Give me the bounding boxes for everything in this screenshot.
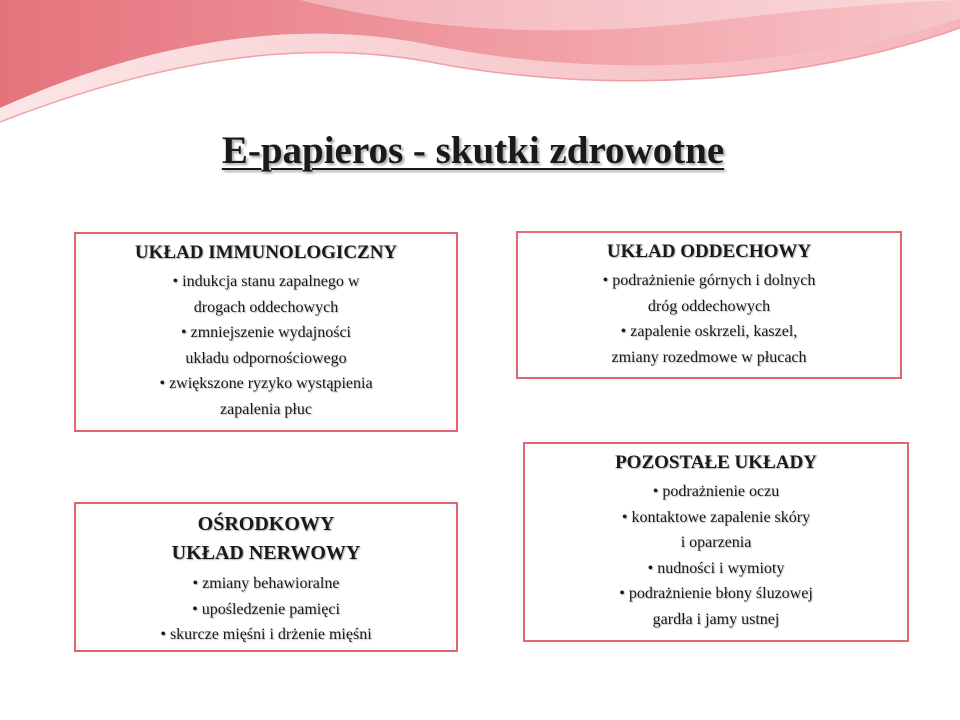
box-heading	[76, 240, 456, 266]
slide-title: E-papieros - skutki zdrowotne	[221, 129, 725, 172]
bullet-item-line: gardła i jamy ustnej	[652, 610, 780, 628]
bullet-item	[76, 371, 456, 422]
bullet-item	[525, 505, 907, 556]
box-other-systems	[523, 442, 909, 642]
bullet-list	[525, 479, 907, 632]
bullet-item	[76, 597, 456, 623]
box-heading	[525, 450, 907, 476]
box-heading-line: UKŁAD IMMUNOLOGICZNY	[134, 242, 398, 263]
bullet-item-line: zapalenia płuc	[220, 400, 312, 418]
bullet-item	[76, 269, 456, 320]
bullet-item-line: i oparzenia	[680, 534, 752, 551]
bullet-item	[525, 556, 907, 582]
box-immune-system	[74, 232, 458, 432]
box-nervous-system	[74, 502, 458, 652]
box-heading-line: OŚRODKOWY	[197, 513, 335, 535]
bullet-item	[76, 320, 456, 371]
bullet-item-line: • zmiany behawioralne	[76, 571, 456, 597]
bullet-item-line: • podrażnienie oczu	[525, 479, 907, 505]
bullet-item-line: • zwiększone ryzyko wystąpienia	[76, 371, 456, 397]
box-heading	[518, 239, 900, 265]
box-heading-line: UKŁAD ODDECHOWY	[606, 241, 812, 262]
bullet-item-line: zmiany rozedmowe w płucach	[611, 348, 807, 366]
bullet-item-line: • nudności i wymioty	[525, 556, 907, 582]
bullet-item-line: • podrażnienie górnych i dolnych	[518, 268, 900, 294]
bullet-list	[76, 269, 456, 422]
bullet-list	[76, 571, 456, 648]
bullet-item	[76, 622, 456, 648]
bullet-item-line: • skurcze mięśni i drżenie mięśni	[76, 622, 456, 648]
bullet-item-line: • indukcja stanu zapalnego w	[76, 269, 456, 295]
bullet-item	[525, 479, 907, 505]
bullet-item	[76, 571, 456, 597]
bullet-item-line: • zmniejszenie wydajności	[76, 320, 456, 346]
bullet-item-line: • kontaktowe zapalenie skóry	[525, 505, 907, 531]
bullet-item-line: • podrażnienie błony śluzowej	[525, 581, 907, 607]
bullet-list	[518, 268, 900, 370]
bullet-item-line: • upośledzenie pamięci	[76, 597, 456, 623]
bullet-item	[518, 268, 900, 319]
box-heading	[76, 510, 456, 568]
bullet-item-line: • zapalenie oskrzeli, kaszel,	[518, 319, 900, 345]
bullet-item-line: układu odpornościowego	[185, 349, 347, 367]
bullet-item	[525, 581, 907, 632]
bullet-item-line: drogach oddechowych	[193, 298, 339, 316]
bullet-item-line: dróg oddechowych	[647, 297, 771, 315]
bullet-item	[518, 319, 900, 370]
box-respiratory-system	[516, 231, 902, 379]
header-wave-decoration	[0, 0, 960, 130]
box-heading-line: UKŁAD NERWOWY	[171, 542, 361, 564]
box-heading-line: POZOSTAŁE UKŁADY	[615, 452, 817, 473]
